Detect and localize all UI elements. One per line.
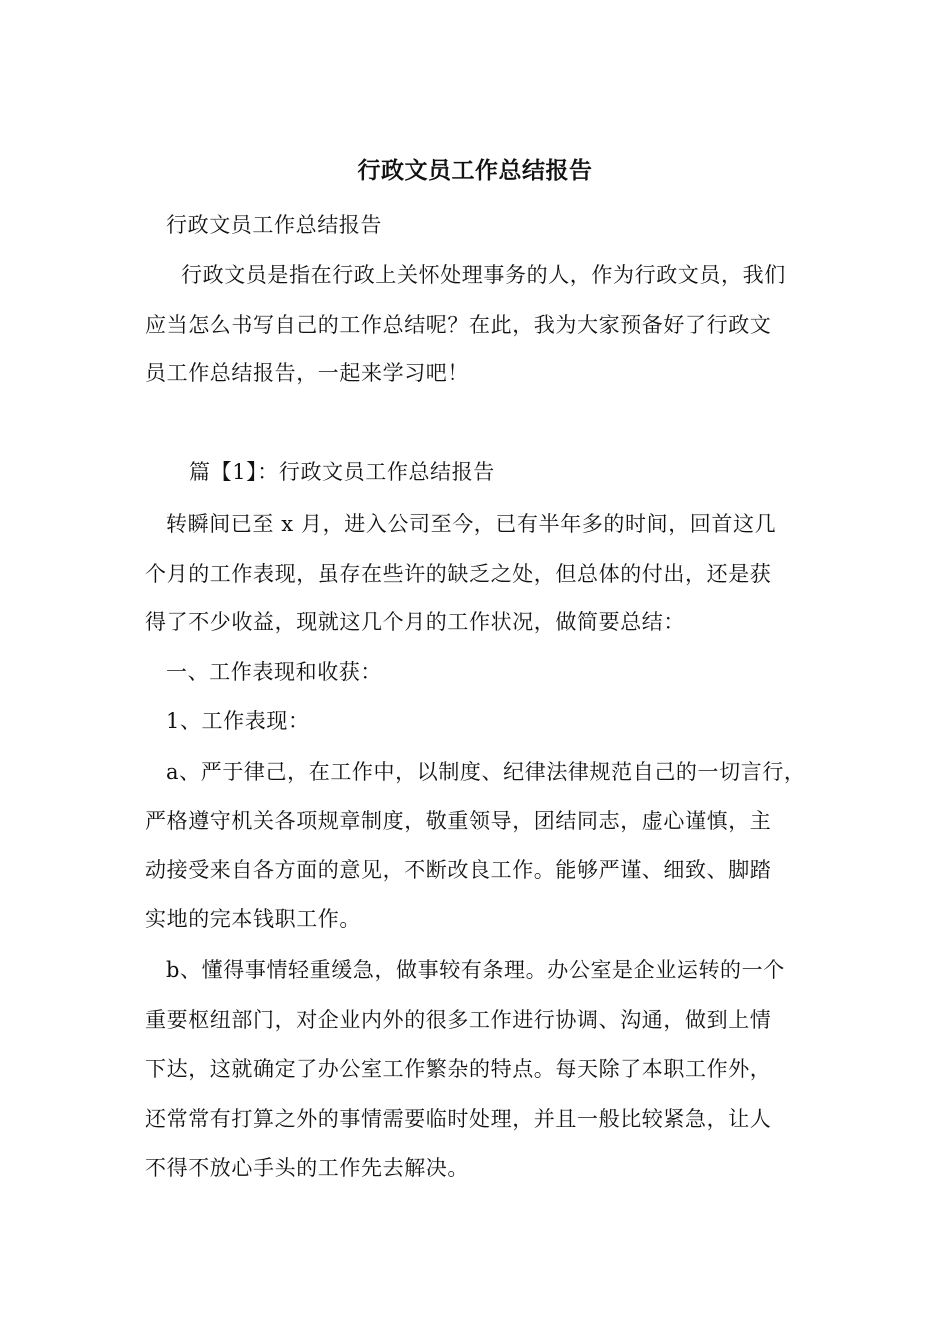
subheading-line: 一、工作表现和收获： [166, 660, 382, 684]
paragraph-line: 严格遵守机关各项规章制度，敬重领导，团结同志，虚心谨慎，主 [145, 809, 772, 833]
subheading-line: 1、工作表现： [166, 709, 310, 733]
paragraph-line: 应当怎么书写自己的工作总结呢？在此，我为大家预备好了行政文 [145, 313, 772, 337]
paragraph-line: 得了不少收益，现就这几个月的工作状况，做简要总结： [145, 610, 685, 634]
paragraph-line: 动接受来自各方面的意见，不断改良工作。能够严谨、细致、脚踏 [145, 858, 772, 882]
paragraph-line: 个月的工作表现，虽存在些许的缺乏之处，但总体的付出，还是获 [145, 562, 772, 586]
paragraph-line: 重要枢纽部门，对企业内外的很多工作进行协调、沟通，做到上情 [145, 1008, 772, 1032]
paragraph-line: 转瞬间已至 x 月，进入公司至今，已有半年多的时间，回首这几 [166, 512, 777, 536]
paragraph-line: 还常常有打算之外的事情需要临时处理，并且一般比较紧急，让人 [145, 1107, 772, 1131]
paragraph-line: a、严于律己，在工作中，以制度、纪律法律规范自己的一切言行， [166, 760, 806, 784]
paragraph-line: b、懂得事情轻重缓急，做事较有条理。办公室是企业运转的一个 [166, 958, 785, 982]
paragraph-line: 行政文员是指在行政上关怀处理事务的人，作为行政文员，我们 [181, 263, 786, 287]
paragraph-line: 下达，这就确定了办公室工作繁杂的特点。每天除了本职工作外， [145, 1057, 772, 1081]
paragraph-line: 不得不放心手头的工作先去解决。 [145, 1156, 469, 1180]
subtitle-line: 行政文员工作总结报告 [166, 213, 382, 237]
paragraph-line: 员工作总结报告，一起来学习吧！ [145, 361, 469, 385]
section-heading: 篇【1】：行政文员工作总结报告 [189, 460, 495, 484]
document-title: 行政文员工作总结报告 [357, 157, 593, 184]
paragraph-line: 实地的完本钱职工作。 [145, 907, 361, 931]
